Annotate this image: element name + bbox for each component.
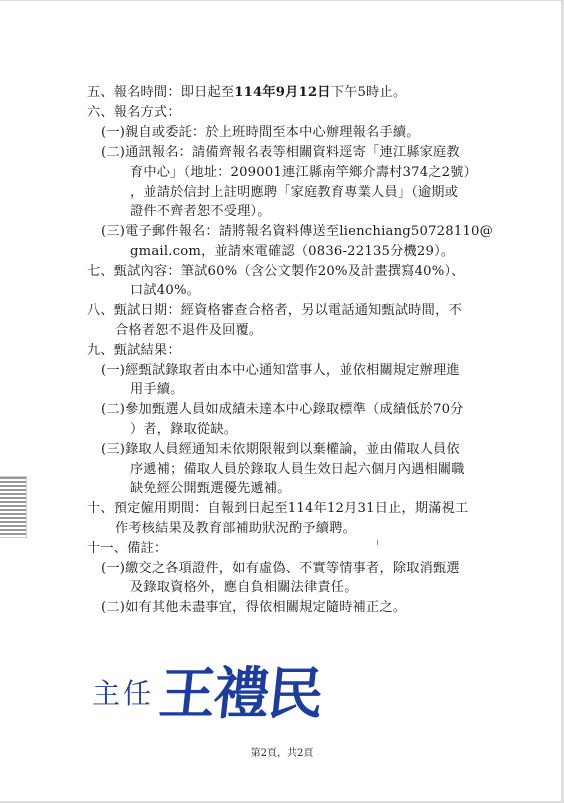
section-6-item-3: (三)電子郵件報名：請將報名資料傳送至lienchiang50728110@: [101, 224, 494, 239]
signature-name: 王禮民: [156, 661, 326, 727]
scan-mark: [377, 540, 378, 545]
deadline-date: 114年9月12日: [234, 85, 331, 100]
section-9-item-3-cont: 序遞補；備取人員於錄取人員生效日起六個月內遇相關職: [130, 462, 465, 477]
section-9-item-2-cont: ）者，錄取從缺。: [130, 422, 238, 437]
text: 五、報名時間：即日起至: [87, 85, 235, 100]
section-11-heading: 十一、備註：: [87, 541, 168, 556]
section-7-content-cont: 口試40%。: [130, 283, 201, 298]
section-6-item-2-cont: 證件不齊者恕不受理）。: [130, 204, 271, 219]
section-9-item-3-cont: 缺免經公開甄選優先遞補。: [130, 481, 291, 496]
section-9-item-3: (三)錄取人員經通知未依期限報到以棄權論，並由備取人員依: [101, 442, 460, 457]
section-6-item-3-cont: gmail.com，並請來電確認（0836-22135分機29）。: [130, 244, 455, 259]
section-11-item-1: (一)繳交之各項證件，如有虛偽、不實等情事者，除取消甄選: [101, 561, 460, 576]
section-9-item-1: (一)經甄試錄取者由本中心通知當事人，並依相關規定辦理進: [101, 363, 460, 378]
section-11-item-1-cont: 及錄取資格外，應自負相關法律責任。: [130, 580, 358, 595]
section-8-date: 八、甄試日期：經資格審查合格者，另以電話通知甄試時間，不: [87, 303, 462, 318]
section-8-date-cont: 合格者恕不退件及回覆。: [115, 323, 263, 338]
page-number: 第2頁，共2頁: [250, 748, 314, 759]
section-10-employment-period: 十、預定僱用期間：自報到日起至114年12月31日止，期滿視工: [87, 501, 469, 516]
section-6-item-2-cont: 育中心」（地址：209001連江縣南竿鄉介壽村374之2號）: [130, 165, 478, 180]
text: 下午5時止。: [330, 85, 407, 100]
binding-stamp: [0, 476, 27, 538]
section-11-item-2: (二)如有其他未盡事宜，得依相關規定隨時補正之。: [101, 600, 407, 615]
section-10-cont: 作考核結果及教育部補助狀況酌予續聘。: [115, 521, 356, 536]
section-6-heading: 六、報名方式：: [87, 105, 181, 120]
section-9-item-2: (二)參加甄選人員如成績未達本中心錄取標準（成績低於70分: [101, 402, 464, 417]
section-7-content: 七、甄試內容：筆試60%（含公文製作20%及計畫撰寫40%）、: [87, 264, 465, 279]
section-9-item-1-cont: 用手續。: [130, 382, 184, 397]
section-9-heading: 九、甄試結果：: [87, 343, 181, 358]
section-5-registration-period: [87, 84, 406, 102]
signature-title: 主任: [92, 677, 155, 710]
page-edge: [0, 0, 564, 1]
section-6-item-2: (二)通訊報名：請備齊報名表等相關資料逕寄「連江縣家庭教: [101, 145, 460, 160]
section-6-item-2-cont: ，並請於信封上註明應聘「家庭教育專業人員」（逾期或: [130, 185, 459, 200]
section-6-item-1: (一)親自或委託：於上班時間至本中心辦理報名手續。: [101, 125, 420, 140]
